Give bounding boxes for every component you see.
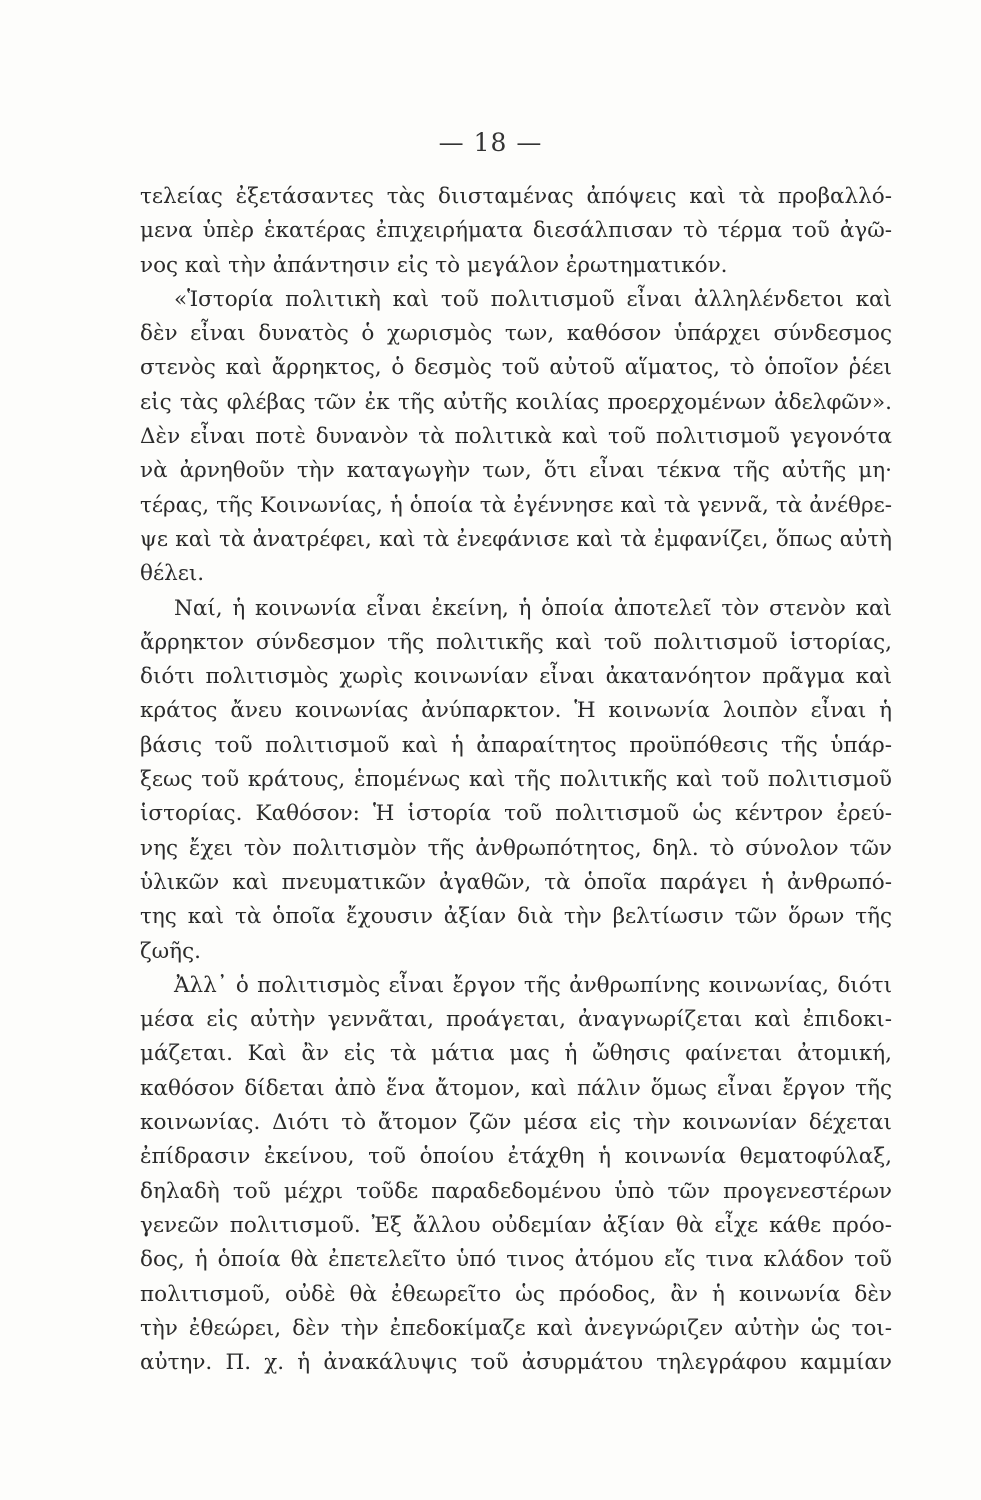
text-line: τὴν ἐθεώρει, δὲν τὴν ἐπεδοκίμαζε καὶ ἀνεγνώριζεν αὐτὴν ὡς τοι-	[140, 1315, 892, 1341]
text-line: αὐτην. Π. χ. ἡ ἀνακάλυψις τοῦ ἀσυρμάτου τηλεγράφου καμμίαν	[140, 1350, 892, 1376]
text-line: δος, ἡ ὁποία θὰ ἐπετελεῖτο ὑπό τινος ἀτόμου εἴς τινα κλάδον τοῦ	[140, 1247, 892, 1273]
text-line: εἰς τὰς φλέβας τῶν ἐκ τῆς αὐτῆς κοιλίας προερχομένων ἀδελφῶν».	[140, 389, 892, 415]
text-line: βάσις τοῦ πολιτισμοῦ καὶ ἡ ἀπαραίτητος προϋπόθεσις τῆς ὑπάρ-	[140, 732, 892, 758]
text-line: νος καὶ τὴν ἀπάντησιν εἰς τὸ μεγάλον ἐρωτηματικόν.	[140, 252, 728, 278]
text-line: νης ἔχει τὸν πολιτισμὸν τῆς ἀνθρωπότητος, δηλ. τὸ σύνολον τῶν	[140, 835, 892, 861]
text-line: ζωῆς.	[140, 938, 201, 964]
text-line: Δὲν εἶναι ποτὲ δυνανὸν τὰ πολιτικὰ καὶ τοῦ πολιτισμοῦ γεγονότα	[140, 424, 892, 450]
text-line: μάζεται. Καὶ ἂν εἰς τὰ μάτια μας ἡ ὤθησις φαίνεται ἀτομική,	[140, 1041, 892, 1067]
text-line: καθόσον δίδεται ἀπὸ ἕνα ἄτομον, καὶ πάλιν ὅμως εἶναι ἔργον τῆς	[140, 1075, 892, 1101]
text-line: ξεως τοῦ κράτους, ἑπομένως καὶ τῆς πολιτικῆς καὶ τοῦ πολιτισμοῦ	[140, 767, 892, 793]
text-line: στενὸς καὶ ἄρρηκτος, ὁ δεσμὸς τοῦ αὐτοῦ αἵματος, τὸ ὁποῖον ῥέει	[140, 355, 892, 381]
text-line: της καὶ τὰ ὁποῖα ἔχουσιν ἀξίαν διὰ τὴν βελτίωσιν τῶν ὅρων τῆς	[140, 904, 892, 930]
text-line: ἐπίδρασιν ἐκείνου, τοῦ ὁποίου ἐτάχθη ἡ κοινωνία θεματοφύλαξ,	[140, 1144, 892, 1170]
text-line: μενα ὑπὲρ ἑκατέρας ἐπιχειρήματα διεσάλπισαν τὸ τέρμα τοῦ ἀγῶ-	[140, 218, 892, 244]
text-line: δηλαδὴ τοῦ μέχρι τοῦδε παραδεδομένου ὑπὸ τῶν προγενεστέρων	[140, 1178, 892, 1204]
text-line: μέσα εἰς αὐτὴν γεννᾶται, προάγεται, ἀναγνωρίζεται καὶ ἐπιδοκι-	[140, 1007, 892, 1033]
text-line: γενεῶν πολιτισμοῦ. Ἐξ ἄλλου οὐδεμίαν ἀξίαν θὰ εἶχε κάθε πρόο-	[140, 1212, 892, 1238]
text-line: διότι πολιτισμὸς χωρὶς κοινωνίαν εἶναι ἀκατανόητον πρᾶγμα καὶ	[140, 664, 892, 690]
body-text	[140, 180, 892, 1380]
text-line: κράτος ἄνευ κοινωνίας ἀνύπαρκτον. Ἡ κοινωνία λοιπὸν εἶναι ἡ	[140, 698, 892, 724]
text-line: δὲν εἶναι δυνατὸς ὁ χωρισμὸς των, καθόσον ὑπάρχει σύνδεσμος	[140, 321, 892, 347]
text-line: τέρας, τῆς Κοινωνίας, ἡ ὁποία τὰ ἐγέννησε καὶ τὰ γεννᾶ, τὰ ἀνέθρε-	[140, 492, 892, 518]
text-line: νὰ ἀρνηθοῦν τὴν καταγωγὴν των, ὅτι εἶναι τέκνα τῆς αὐτῆς μη·	[140, 458, 892, 484]
text-line: ὑλικῶν καὶ πνευματικῶν ἀγαθῶν, τὰ ὁποῖα παράγει ἡ ἀνθρωπό-	[140, 869, 892, 895]
text-line: θέλει.	[140, 561, 205, 587]
text-line: ἄρρηκτον σύνδεσμον τῆς πολιτικῆς καὶ τοῦ πολιτισμοῦ ἱστορίας,	[140, 629, 892, 655]
text-line: Ναί, ἡ κοινωνία εἶναι ἐκείνη, ἡ ὁποία ἀποτελεῖ τὸν στενὸν καὶ	[174, 595, 892, 621]
text-line: πολιτισμοῦ, οὐδὲ θὰ ἐθεωρεῖτο ὡς πρόοδος, ἂν ἡ κοινωνία δὲν	[140, 1281, 892, 1307]
page-number: — 18 —	[438, 128, 543, 157]
text-line: ἱστορίας. Καθόσον: Ἡ ἱστορία τοῦ πολιτισμοῦ ὡς κέντρον ἐρεύ-	[140, 801, 892, 827]
text-line: κοινωνίας. Διότι τὸ ἄτομον ζῶν μέσα εἰς τὴν κοινωνίαν δέχεται	[140, 1110, 892, 1136]
text-line: «Ἱστορία πολιτικὴ καὶ τοῦ πολιτισμοῦ εἶναι ἀλληλένδετοι καὶ	[174, 286, 892, 312]
text-line: τελείας ἐξετάσαντες τὰς διισταμένας ἀπόψεις καὶ τὰ προβαλλό-	[140, 184, 892, 209]
text-line: ψε καὶ τὰ ἀνατρέφει, καὶ τὰ ἐνεφάνισε καὶ τὰ ἐμφανίζει, ὅπως αὐτὴ	[140, 526, 892, 552]
text-line: Ἀλλ᾿ ὁ πολιτισμὸς εἶναι ἔργον τῆς ἀνθρωπίνης κοινωνίας, διότι	[174, 972, 892, 998]
